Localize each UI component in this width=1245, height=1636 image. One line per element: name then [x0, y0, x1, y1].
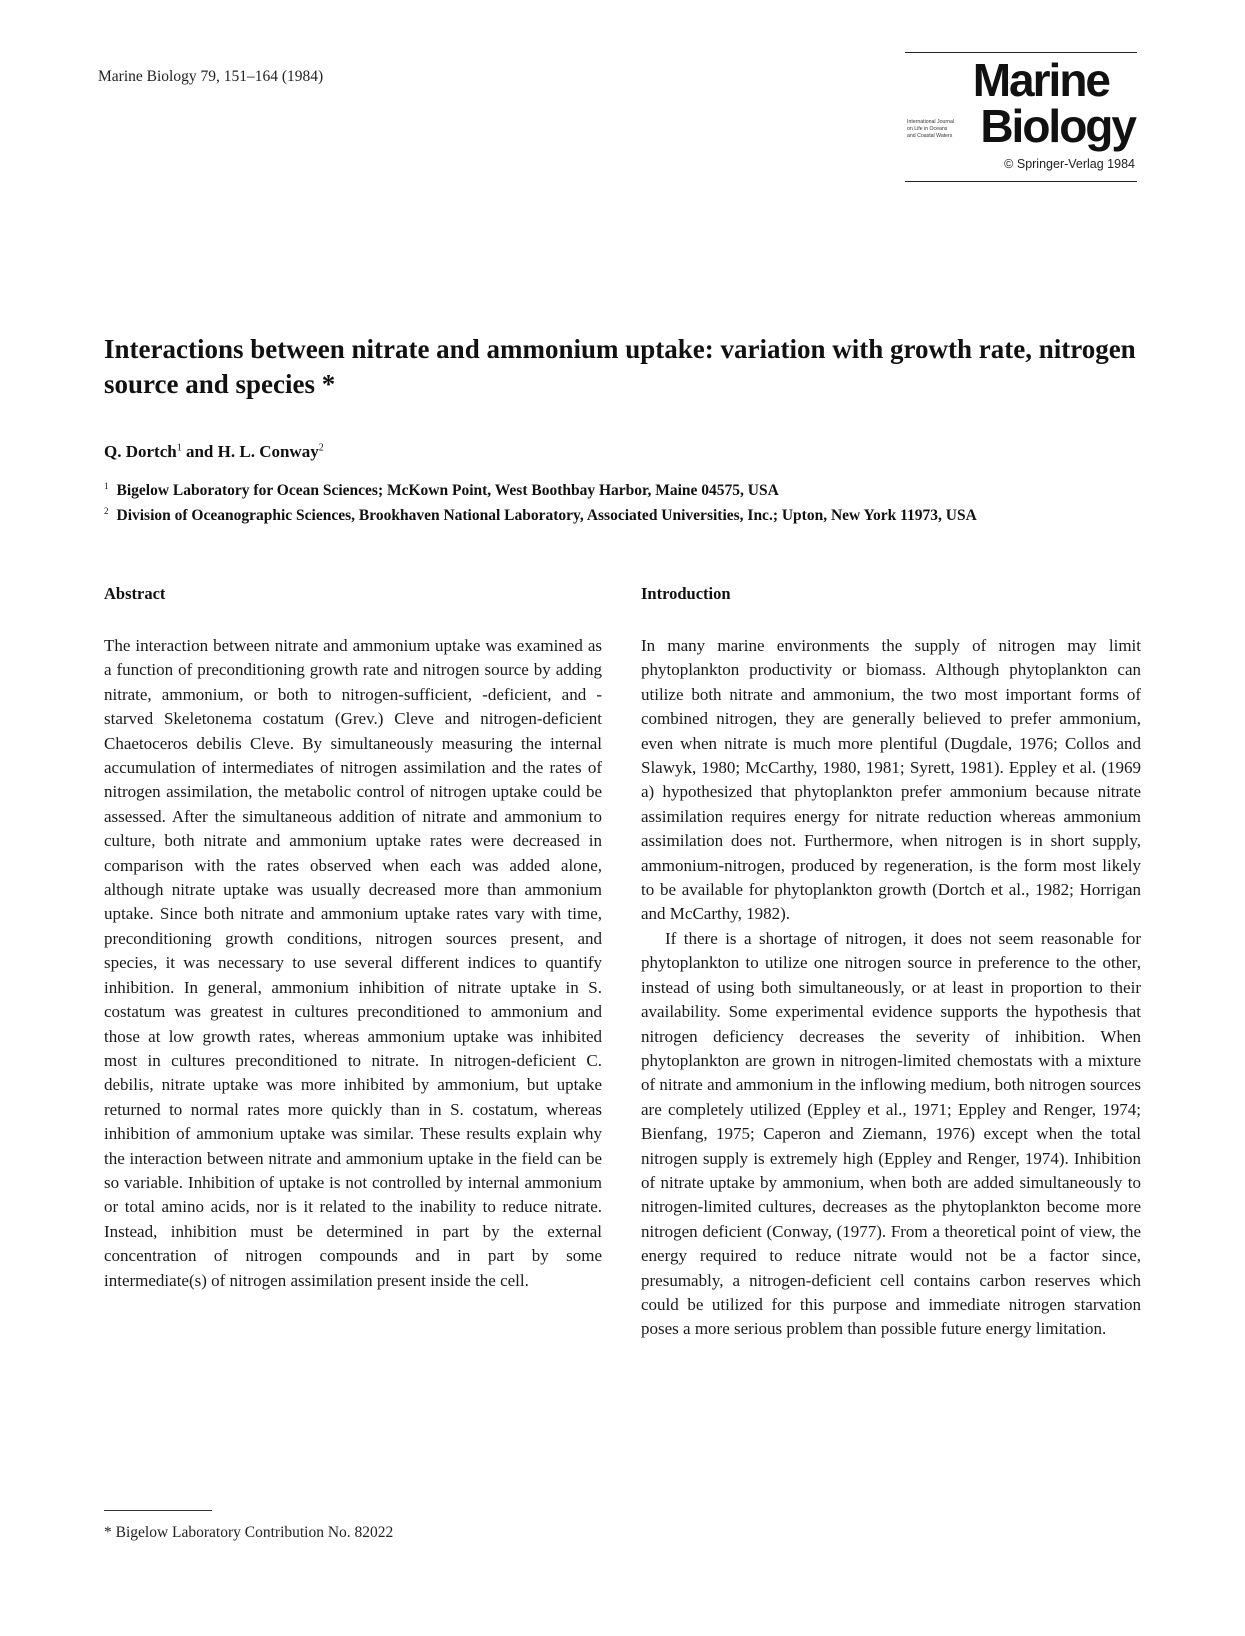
author-line [104, 442, 324, 462]
affiliation-1 [104, 481, 779, 500]
logo-copyright: © Springer-Verlag 1984 [1004, 157, 1135, 171]
logo-marine-text: Marine [972, 54, 1109, 106]
footnote-rule [104, 1510, 212, 1511]
affiliation-2 [104, 506, 977, 525]
introduction-paragraph: In many marine environments the supply of nitrogen may limit phytoplankton productivity or biomass. Although phytoplankton can utilize both nitrate and ammonium, the two most important forms of combined nitrogen, they are generally believed to prefer ammonium, even when nitrate is much more plentiful (Dugdale, 1976; Collos and Slawyk, 1980; McCarthy, 1980, 1981; Syrett, 1981). Eppley et al. (1969 a) hypothesized that phytoplankton prefer ammonium because nitrate assimilation requires energy for nitrate reduction whereas ammonium assimilation does not. Furthermore, when nitrogen is in short supply, ammonium-nitrogen, produced by regeneration, is the form most likely to be available for phytoplankton growth (Dortch et al., 1982; Horrigan and McCarthy, 1982). [641, 636, 1141, 924]
abstract-heading: Abstract [104, 584, 166, 603]
footnote: * Bigelow Laboratory Contribution No. 82022 [104, 1524, 394, 1541]
logo-biology-text: Biology [980, 100, 1135, 152]
author-affil-marker: 2 [318, 442, 324, 454]
introduction-paragraph: If there is a shortage of nitrogen, it does not seem reasonable for phytoplankton to utilize one nitrogen source in preference to the other, instead of using both simultaneously, or at least in proportion to their availability. Some experimental evidence supports the hypothesis that nitrogen deficiency decreases the severity of inhibition. When phytoplankton are grown in nitrogen-limited chemostats with a mixture of nitrate and ammonium in the inflowing medium, both nitrogen sources are completely utilized (Eppley et al., 1971; Eppley and Renger, 1974; Bienfang, 1975; Caperon and Ziemann, 1976) except when the total nitrogen supply is extremely high (Eppley and Renger, 1974). Inhibition of nitrate uptake by ammonium, when both are added simultaneously to nitrogen-limited cultures, decreases as the phytoplankton become more nitrogen deficient (Conway, (1977). From a theoretical point of view, the energy required to reduce nitrate would not be a factor since, presumably, a nitrogen-deficient cell contains carbon reserves which could be utilized for this purpose and immediate nitrogen starvation poses a more serious problem than possible future energy limitation. [641, 928, 1141, 1339]
introduction-section [641, 584, 1141, 1342]
affiliation-number: 2 [104, 506, 109, 516]
paper-title: Interactions between nitrate and ammonium uptake: variation with growth rate, nitrogen source and species * [104, 334, 1136, 399]
affiliation-number: 1 [104, 481, 109, 491]
author-name: H. L. Conway [217, 442, 319, 461]
author-connector: and [181, 442, 218, 461]
logo-tagline-line: International Journal [907, 119, 955, 125]
journal-reference: Marine Biology 79, 151–164 (1984) [98, 68, 324, 85]
affiliation-text: Division of Oceanographic Sciences, Brookhaven National Laboratory, Associated Universities, Inc.; Upton, New York 11973, USA [116, 507, 977, 525]
introduction-heading: Introduction [641, 584, 731, 603]
journal-logo [905, 52, 1137, 182]
abstract-section [104, 584, 602, 1293]
affiliation-text: Bigelow Laboratory for Ocean Sciences; McKown Point, West Boothbay Harbor, Maine 04575, USA [116, 482, 779, 500]
logo-tagline-line: and Coastal Waters [907, 133, 953, 139]
author-name: Q. Dortch [104, 442, 177, 461]
logo-tagline [907, 119, 969, 140]
logo-tagline-line: on Life in Oceans [907, 126, 948, 132]
author-affil-marker: 1 [176, 442, 182, 454]
abstract-text: The interaction between nitrate and ammonium uptake was examined as a function of preconditioning growth rate and nitrogen source by adding nitrate, ammonium, or both to nitrogen-sufficient, -deficient, and -starved Skeletonema costatum (Grev.) Cleve and nitrogen-deficient Chaetoceros debilis Cleve. By simultaneously measuring the internal accumulation of intermediates of nitrogen assimilation and the rates of nitrogen assimilation, the metabolic control of nitrogen uptake could be assessed. After the simultaneous addition of nitrate and ammonium to culture, both nitrate and ammonium uptake rates were decreased in comparison with the rates observed when each was added alone, although nitrate uptake was usually decreased more than ammonium uptake. Since both nitrate and ammonium uptake rates vary with time, preconditioning growth conditions, nitrogen sources present, and species, it was necessary to use several different indices to quantify inhibition. In general, ammonium inhibition of nitrate uptake in S. costatum was greatest in cultures preconditioned to ammonium and those at low growth rates, whereas ammonium uptake was inhibited most in cultures preconditioned to nitrate. In nitrogen-deficient C. debilis, nitrate uptake was more inhibited by ammonium, but uptake returned to normal rates more quickly than in S. costatum, whereas inhibition of ammonium uptake was similar. These results explain why the interaction between nitrate and ammonium uptake in the field can be so variable. Inhibition of uptake is not controlled by internal ammonium or total amino acids, nor is it related to the inability to reduce nitrate. Instead, inhibition must be determined in part by the external concentration of nitrogen compounds and in part by some intermediate(s) of nitrogen assimilation present inside the cell. [104, 636, 602, 1290]
